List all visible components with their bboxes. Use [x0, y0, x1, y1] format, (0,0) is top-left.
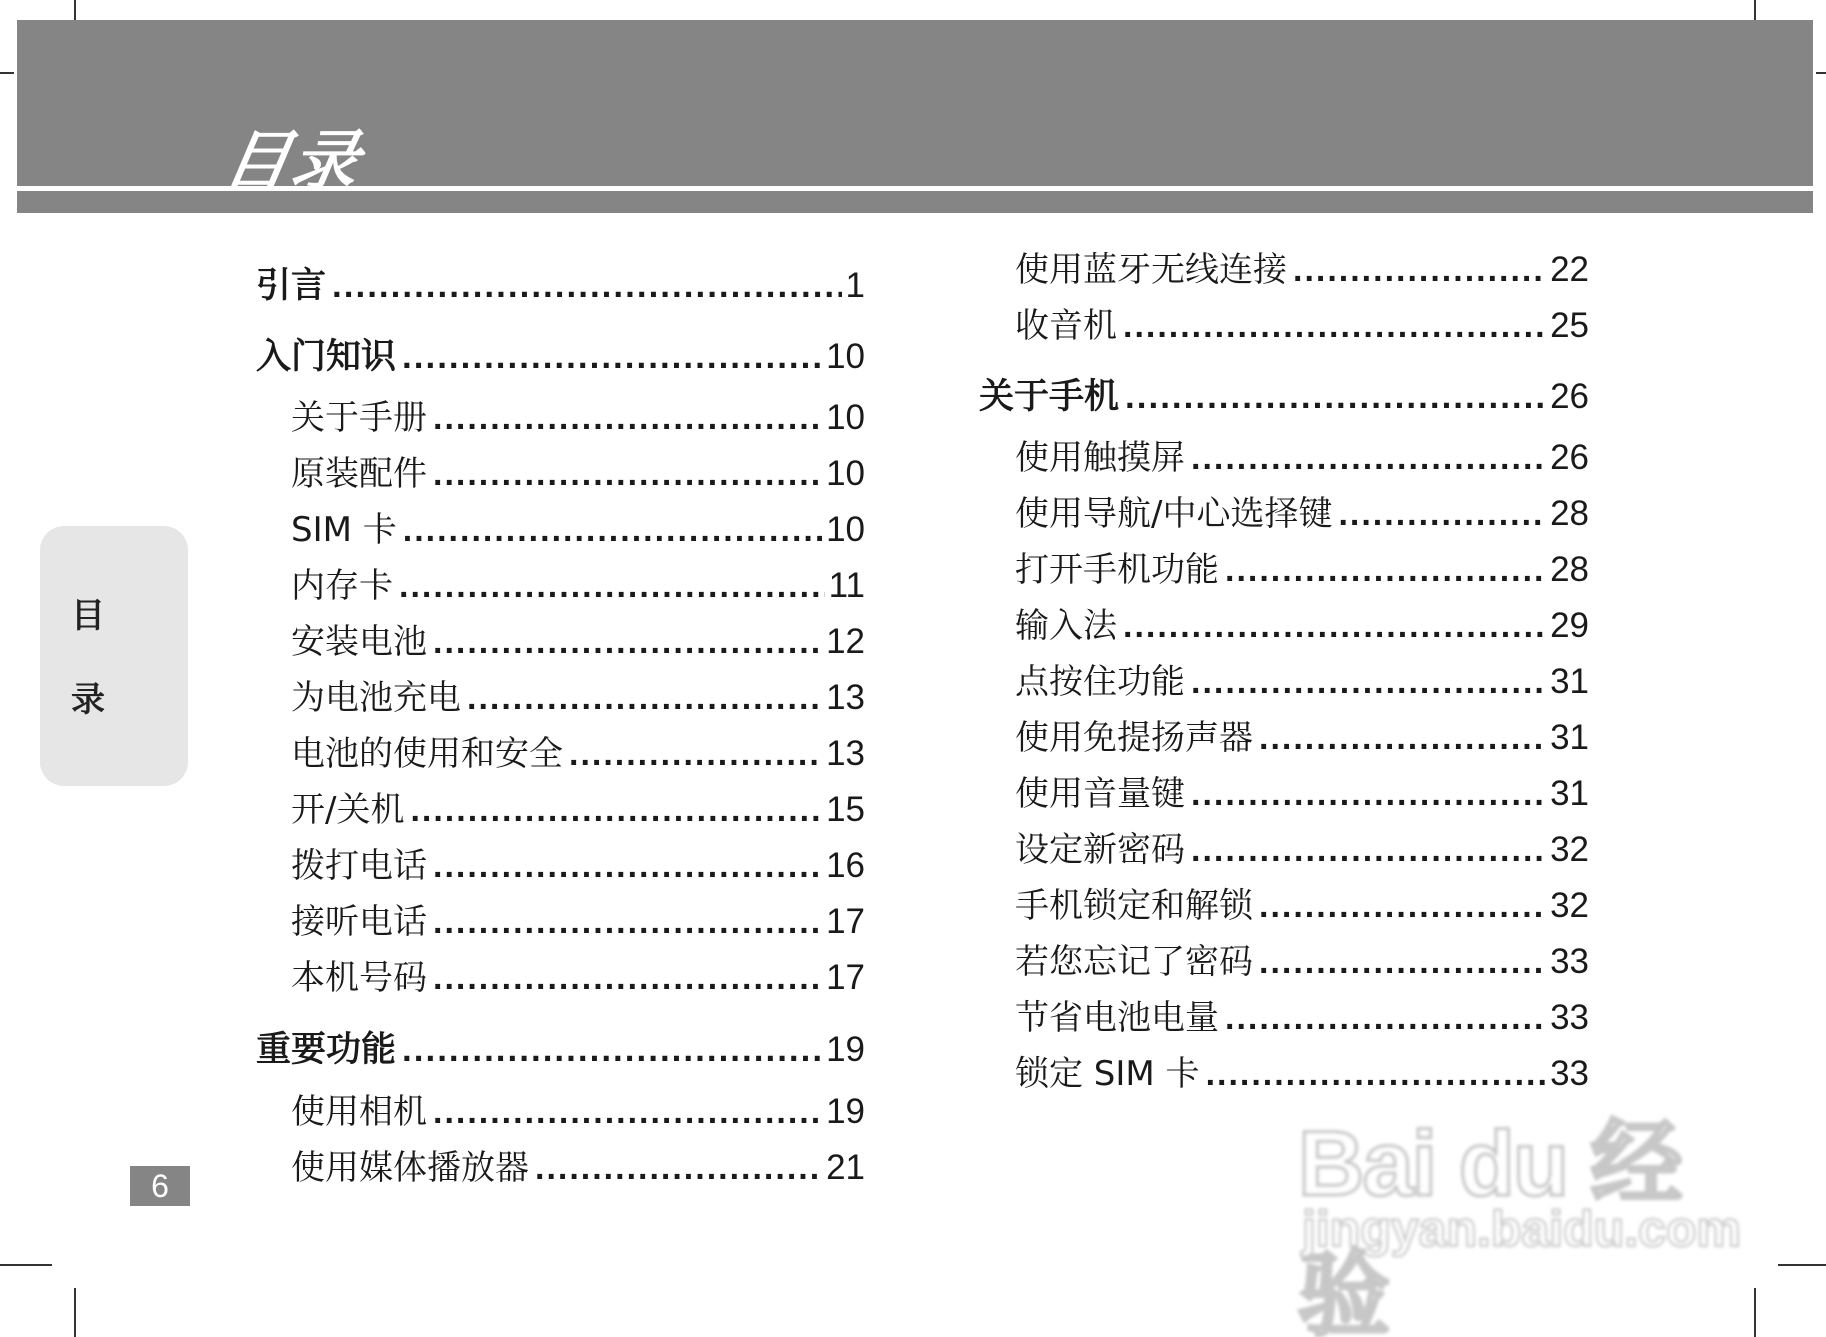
toc-page-number: 21 — [826, 1148, 865, 1187]
toc-page-number: 10 — [826, 454, 865, 493]
toc-label: 引言 — [256, 266, 327, 306]
toc-page-number: 28 — [1550, 494, 1589, 533]
toc-page-number: 19 — [826, 1092, 865, 1131]
toc-label: 接听电话 — [291, 902, 427, 942]
toc-label: 使用蓝牙无线连接 — [1015, 250, 1287, 290]
toc-entry[interactable] — [291, 558, 865, 607]
toc-label: 重要功能 — [256, 1030, 397, 1070]
toc-entry[interactable] — [256, 329, 865, 379]
toc-label: 设定新密码 — [1015, 830, 1185, 870]
crop-mark — [1754, 0, 1756, 22]
toc-leader-dots — [433, 903, 822, 942]
toc-page-number: 16 — [826, 846, 865, 885]
toc-label: 使用触摸屏 — [1015, 438, 1185, 478]
toc-leader-dots — [403, 511, 822, 550]
toc-leader-dots — [433, 959, 822, 998]
toc-entry[interactable] — [291, 670, 865, 719]
toc-entry[interactable] — [291, 1084, 865, 1133]
toc-label: 若您忘记了密码 — [1015, 942, 1253, 982]
toc-page-number: 1 — [845, 266, 865, 305]
toc-page-number: 31 — [1550, 718, 1589, 757]
toc-page-number: 32 — [1550, 886, 1589, 925]
toc-entry[interactable] — [291, 726, 865, 775]
toc-page-number: 26 — [1550, 377, 1589, 416]
toc-page-number: 33 — [1550, 1054, 1589, 1093]
toc-label: 节省电池电量 — [1015, 998, 1219, 1038]
toc-label: 关于手册 — [291, 398, 427, 438]
toc-entry[interactable] — [1015, 542, 1589, 591]
toc-leader-dots — [399, 567, 825, 606]
toc-leader-dots — [1191, 775, 1546, 814]
toc-page-number: 31 — [1550, 662, 1589, 701]
toc-entry[interactable] — [1015, 242, 1589, 291]
crop-mark — [1816, 72, 1826, 74]
toc-label: 锁定 SIM 卡 — [1015, 1054, 1200, 1094]
toc-entry[interactable] — [1015, 1046, 1589, 1095]
toc-leader-dots — [1259, 943, 1546, 982]
toc-page-number: 32 — [1550, 830, 1589, 869]
watermark-url: jingyan.baidu.com — [1302, 1201, 1741, 1257]
toc-entry[interactable] — [1015, 710, 1589, 759]
toc-leader-dots — [1206, 1055, 1547, 1094]
side-tab-char-2: 录 — [71, 680, 105, 720]
toc-entry[interactable] — [256, 1022, 865, 1072]
toc-label: 拨打电话 — [291, 846, 427, 886]
crop-mark — [74, 1288, 76, 1337]
toc-page-number: 22 — [1550, 250, 1589, 289]
toc-leader-dots — [569, 735, 822, 774]
toc-page-number: 19 — [826, 1030, 865, 1069]
toc-leader-dots — [1338, 495, 1546, 534]
toc-label: 使用导航/中心选择键 — [1015, 494, 1333, 534]
toc-page-number: 26 — [1550, 438, 1589, 477]
toc-entry[interactable] — [291, 390, 865, 439]
toc-leader-dots — [433, 623, 822, 662]
toc-label: 打开手机功能 — [1015, 550, 1219, 590]
toc-label: 原装配件 — [291, 454, 427, 494]
toc-leader-dots — [433, 399, 822, 438]
toc-entry[interactable] — [291, 446, 865, 495]
toc-entry[interactable] — [979, 369, 1589, 419]
toc-entry[interactable] — [291, 838, 865, 887]
toc-page-number: 10 — [826, 510, 865, 549]
toc-entry[interactable] — [1015, 766, 1589, 815]
toc-leader-dots — [1123, 307, 1546, 346]
toc-page-number: 13 — [826, 678, 865, 717]
toc-leader-dots — [410, 791, 822, 830]
toc-page-number: 25 — [1550, 306, 1589, 345]
toc-page-number: 29 — [1550, 606, 1589, 645]
toc-label: 手机锁定和解锁 — [1015, 886, 1253, 926]
toc-page-number: 13 — [826, 734, 865, 773]
toc-entry[interactable] — [291, 1140, 865, 1189]
toc-entry[interactable] — [291, 502, 865, 551]
toc-label: 输入法 — [1015, 606, 1117, 646]
toc-page-number: 10 — [826, 337, 865, 376]
toc-label: 收音机 — [1015, 306, 1117, 346]
toc-leader-dots — [332, 266, 842, 306]
crop-mark — [74, 0, 76, 22]
toc-leader-dots — [1225, 999, 1546, 1038]
toc-label: 使用相机 — [291, 1092, 427, 1132]
toc-leader-dots — [1123, 607, 1546, 646]
toc-entry[interactable] — [1015, 822, 1589, 871]
toc-entry[interactable] — [1015, 878, 1589, 927]
toc-label: 安装电池 — [291, 622, 427, 662]
toc-page-number: 17 — [826, 958, 865, 997]
toc-label: 点按住功能 — [1015, 662, 1185, 702]
toc-entry[interactable] — [291, 614, 865, 663]
side-tab-char-1: 目 — [71, 596, 105, 636]
toc-page-number: 33 — [1550, 998, 1589, 1037]
toc-leader-dots — [1191, 831, 1546, 870]
toc-leader-dots — [1293, 251, 1546, 290]
toc-label: 使用免提扬声器 — [1015, 718, 1253, 758]
toc-leader-dots — [1259, 719, 1546, 758]
toc-entry[interactable] — [1015, 430, 1589, 479]
toc-leader-dots — [433, 847, 822, 886]
toc-label: 内存卡 — [291, 566, 393, 606]
toc-leader-dots — [402, 337, 822, 377]
baidu-watermark — [1298, 1090, 1741, 1337]
toc-entry[interactable] — [1015, 598, 1589, 647]
toc-leader-dots — [1191, 663, 1546, 702]
toc-entry[interactable] — [1015, 486, 1589, 535]
toc-entry[interactable] — [1015, 654, 1589, 703]
toc-leader-dots — [1259, 887, 1546, 926]
toc-entry[interactable] — [1015, 298, 1589, 347]
toc-leader-dots — [1191, 439, 1546, 478]
toc-page-number: 11 — [828, 566, 865, 605]
toc-label: 关于手机 — [979, 377, 1120, 417]
toc-entry[interactable] — [291, 950, 865, 999]
crop-mark — [1778, 1264, 1826, 1266]
toc-page-number: 17 — [826, 902, 865, 941]
toc-page-number: 12 — [826, 622, 865, 661]
toc-leader-dots — [433, 1093, 822, 1132]
side-tab — [40, 526, 188, 786]
toc-leader-dots — [1225, 551, 1546, 590]
crop-mark — [1754, 1288, 1756, 1337]
toc-leader-dots — [1125, 377, 1546, 417]
toc-label: 使用音量键 — [1015, 774, 1185, 814]
toc-leader-dots — [433, 455, 822, 494]
crop-mark — [0, 72, 14, 74]
toc-label: 入门知识 — [256, 337, 397, 377]
toc-entry[interactable] — [256, 258, 865, 308]
toc-leader-dots — [402, 1030, 822, 1070]
toc-entry[interactable] — [1015, 990, 1589, 1039]
toc-entry[interactable] — [291, 894, 865, 943]
watermark-logo: Bai du 经验 — [1298, 1113, 1681, 1337]
toc-page-number: 10 — [826, 398, 865, 437]
toc-label: 本机号码 — [291, 958, 427, 998]
toc-label: 为电池充电 — [291, 678, 461, 718]
toc-page-number: 28 — [1550, 550, 1589, 589]
toc-label: SIM 卡 — [291, 510, 397, 550]
toc-leader-dots — [535, 1149, 822, 1188]
crop-mark — [0, 1264, 52, 1266]
page-number: 6 — [130, 1166, 190, 1206]
toc-page-number: 33 — [1550, 942, 1589, 981]
toc-leader-dots — [467, 679, 822, 718]
toc-label: 使用媒体播放器 — [291, 1148, 529, 1188]
toc-page-number: 31 — [1550, 774, 1589, 813]
toc-label: 电池的使用和安全 — [291, 734, 563, 774]
toc-page-number: 15 — [826, 790, 865, 829]
page-title: 目录 — [217, 123, 367, 200]
toc-entry[interactable] — [1015, 934, 1589, 983]
toc-label: 开/关机 — [291, 790, 405, 830]
toc-entry[interactable] — [291, 782, 865, 831]
